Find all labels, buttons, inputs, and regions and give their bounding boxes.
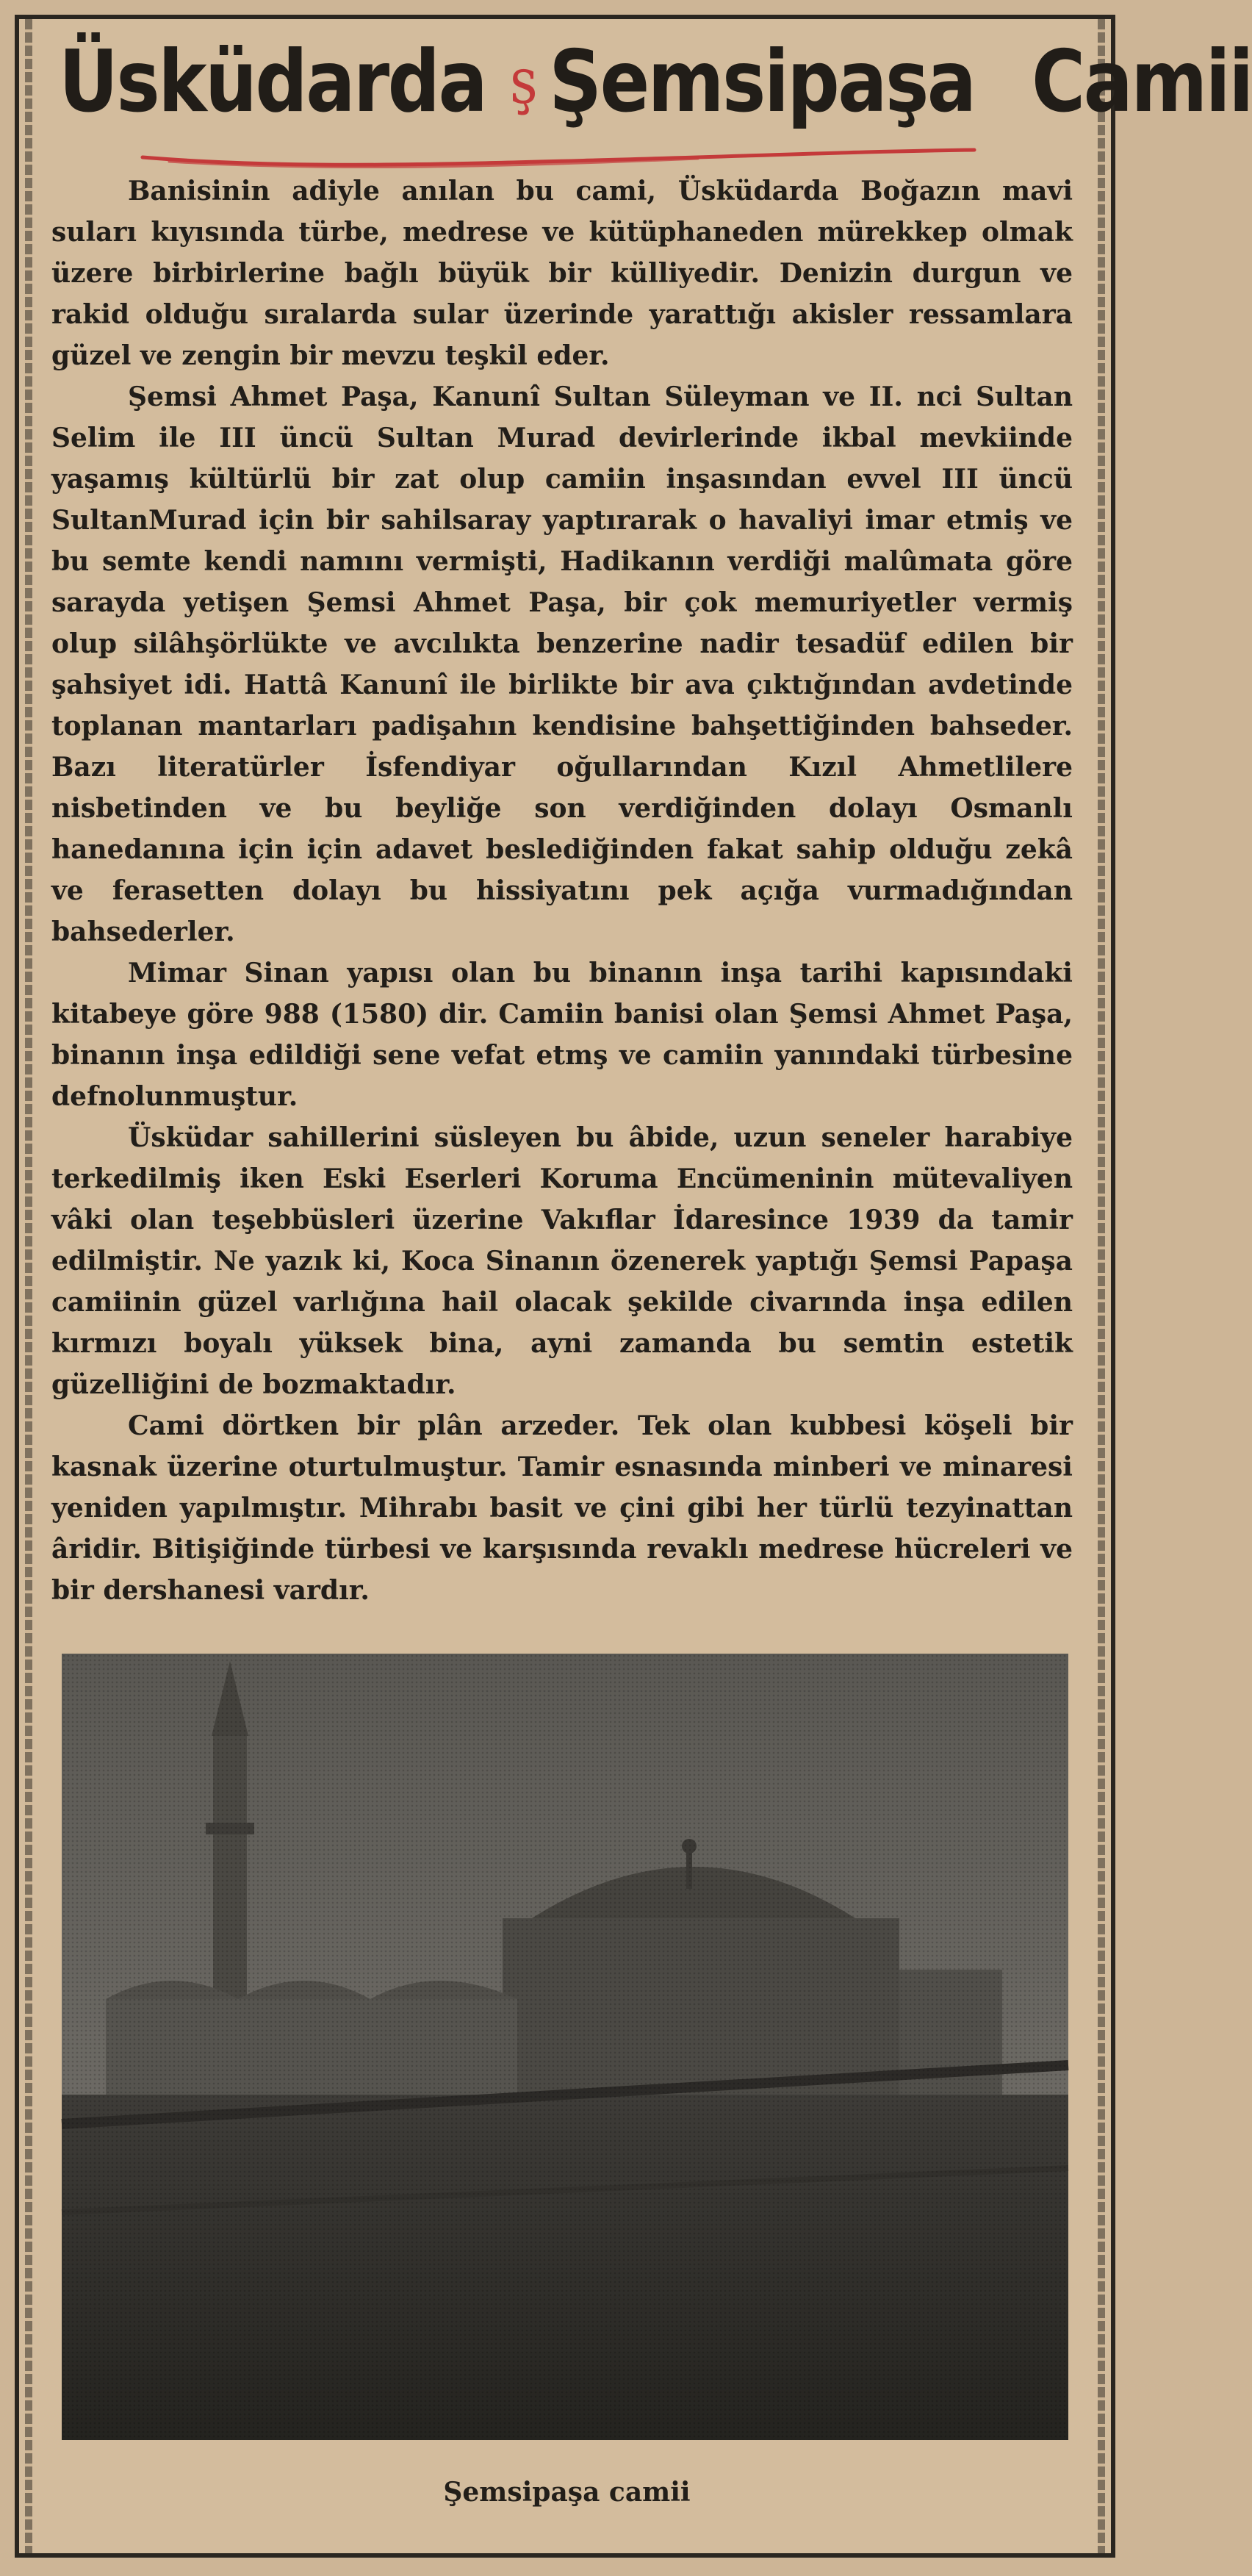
article-paragraph: Üsküdar sahillerini süsleyen bu âbide, uzun seneler harabiye terkedilmiş iken Eski Eserleri Koruma Encümeninin mütevaliyen vâki olan teşebbüsleri üzerine Vakıflar İdaresince 1939 da tamir edilmiştir. Ne yazık ki, Koca Sinanın özenerek yaptığı Şemsi Papaşa camiinin güzel varlığına hail olacak şekilde civarında inşa edilen kırmızı boyalı yüksek bina, ayni zamanda bu semtin estetik güzelliğini de bozmaktadır.: [51, 1122, 1073, 1400]
article-paragraph: Şemsi Ahmet Paşa, Kanunî Sultan Süleyman ve II. nci Sultan Selim ile III üncü Sultan Murad devirlerinde ikbal mevkiinde yaşamış kültürlü bir zat olup camiin inşasından evvel III üncü SultanMurad için bir sahilsaray yaptırarak o havaliyi imar etmiş ve bu semte kendi namını vermişti, Hadikanın verdiği malûmata göre sarayda yetişen Şemsi Ahmet Paşa, bir çok memuriyetler vermiş olup silâhşörlükte ve avcılıkta benzerine nadir tesadüf edilen bir şahsiyet idi. Hattâ Kanunî ile birlikte bir ava çıktığından avdetinde toplanan mantarları padişahın kendisine bahşettiğinden bahseder. Bazı literatürler İsfendiyar oğullarından Kızıl Ahmetlilere nisbetinden ve bu beyliğe son verdiğinden dolayı Osmanlı hanedanına için için adavet beslediğinden fakat sahip olduğu zekâ ve ferasetten dolayı bu hissiyatını pek açığa vurmadığından bahsederler.: [51, 381, 1073, 947]
title-word-semsipasa: Şemsipaşa: [549, 32, 975, 132]
article-paragraph: Mimar Sinan yapısı olan bu binanın inşa tarihi kapısındaki kitabeye göre 988 (1580) dir. Camiin banisi olan Şemsi Ahmet Paşa, binanın inşa edildiği sene vefat etmş ve camiin yanındaki türbesine defnolunmuştur.: [51, 958, 1073, 1112]
portico-shape: [106, 1981, 517, 2109]
clipping-right-edge: [1098, 19, 1105, 2553]
article-title: [59, 26, 1252, 137]
mosque-photograph: [62, 1654, 1068, 2440]
article-body: [51, 171, 1073, 1611]
handwritten-correction-mark: ş: [509, 45, 538, 118]
photo-caption: Şemsipaşa camii: [443, 2477, 691, 2508]
clipping-left-edge: [25, 19, 32, 2553]
article-paragraph: Cami dörtken bir plân arzeder. Tek olan kubbesi köşeli bir kasnak üzerine oturtulmuştur. Tamir esnasında minberi ve minaresi yeniden yapılmıştır. Mihrabı basit ve çini gibi her türlü tezyinattan âridir. Bitişiğinde türbesi ve karşısında revaklı medrese hücreleri ve bir dershanesi vardır.: [51, 1410, 1073, 1606]
title-word-uskudarda: Üsküdarda: [59, 32, 486, 132]
article-paragraph: Banisinin adiyle anılan bu cami, Üsküdarda Boğazın mavi suları kıyısında türbe, medrese ve kütüphaneden mürekkep olmak üzere birbirlerine bağlı büyük bir külliyedir. Denizin durgun ve rakid olduğu sıralarda sular üzerinde yarattığı akisler ressamlara güzel ve zengin bir mevzu teşkil eder.: [51, 176, 1073, 371]
title-word-camii: Camii: [1031, 32, 1252, 132]
